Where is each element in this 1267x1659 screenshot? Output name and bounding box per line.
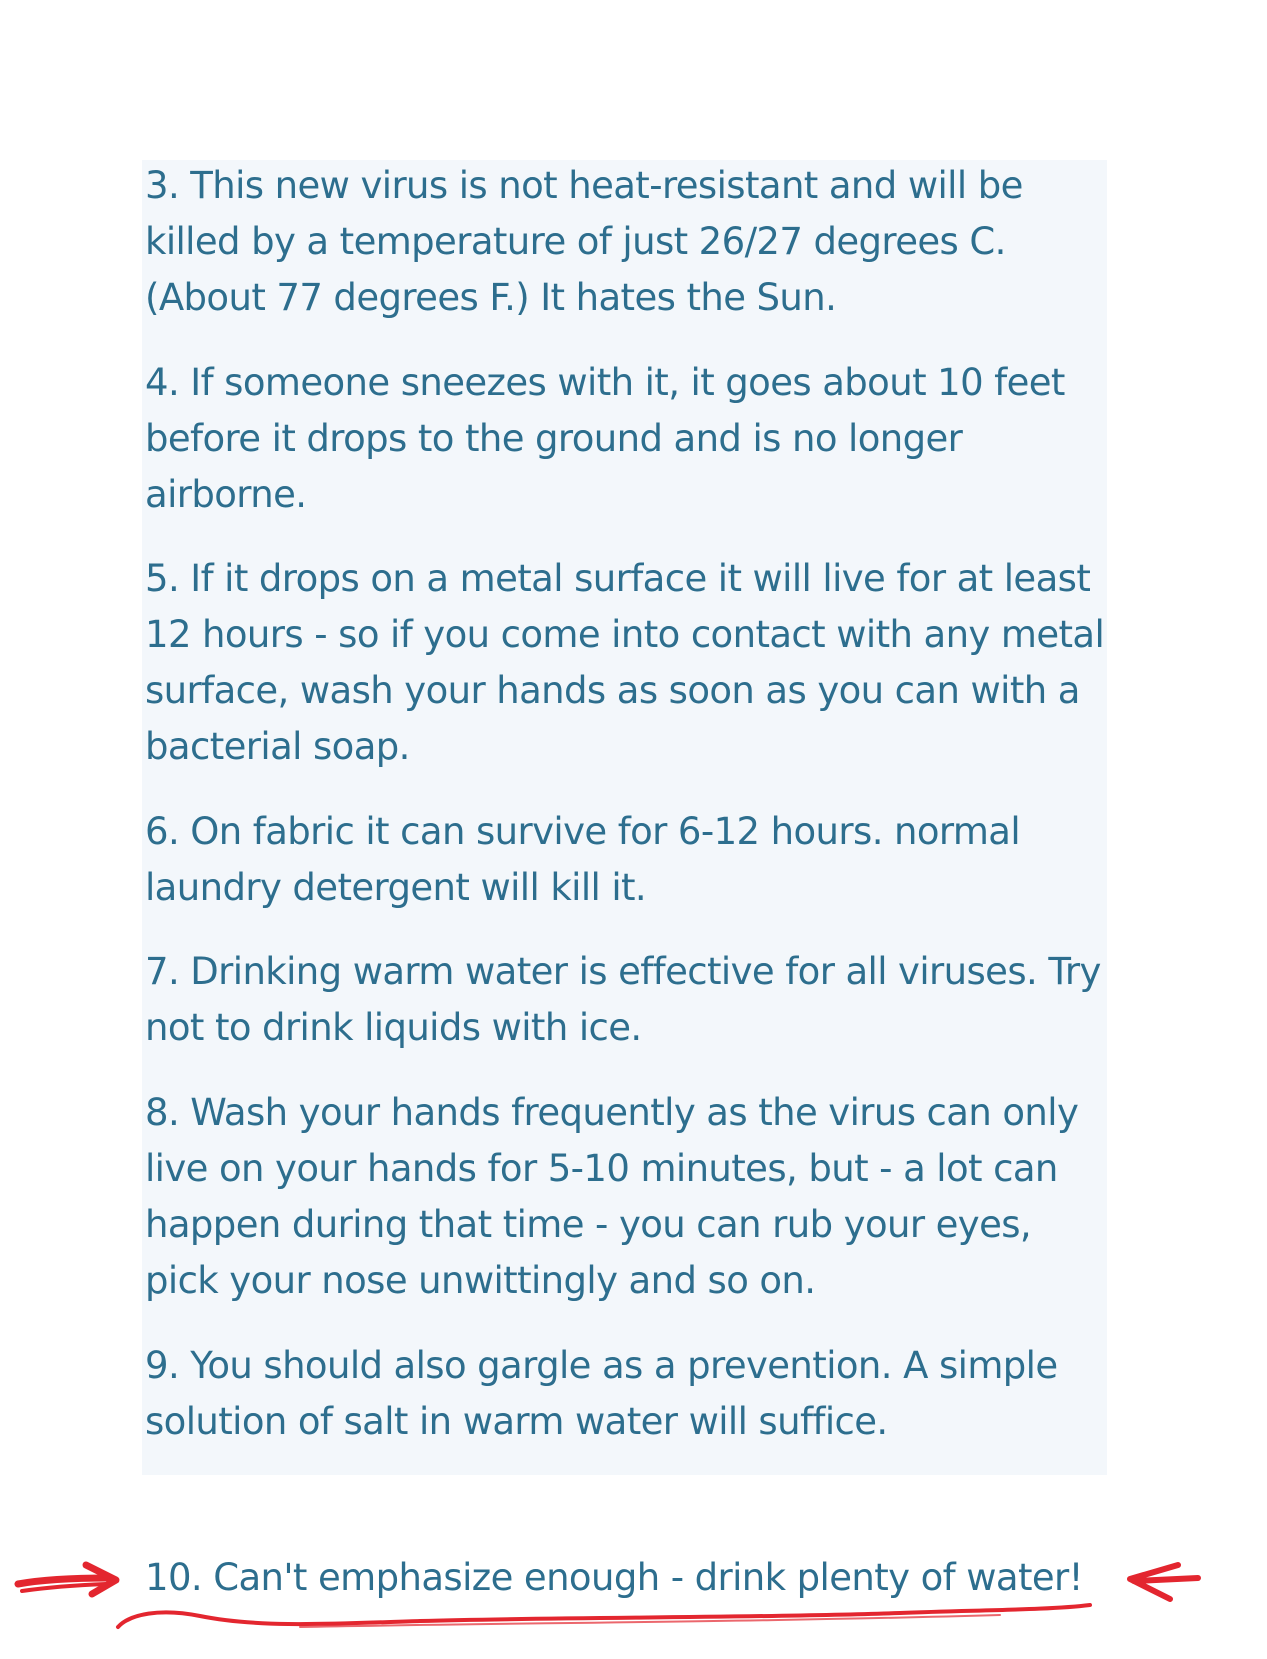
list-item-9: 9. You should also gargle as a prevention. A simple solution of salt in warm water will suffice. <box>145 1344 1058 1443</box>
list-item-10: 10. Can't emphasize enough - drink plenty of water! <box>145 1556 1083 1599</box>
left-arrow-icon <box>1130 1565 1198 1599</box>
list-item-3: 3. This new virus is not heat-resistant and will be killed by a temperature of just 26/27 degrees C. (About 77 degrees F.) It hates the Sun. <box>145 164 1023 319</box>
list-item-5: 5. If it drops on a metal surface it will live for at least 12 hours - so if you come into contact with any metal surface, wash your hands as soon as you can with a bacterial soap. <box>145 557 1105 768</box>
list-item-4: 4. If someone sneezes with it, it goes about 10 feet before it drops to the ground and is no longer airborne. <box>145 361 1065 516</box>
list-item-7: 7. Drinking warm water is effective for all viruses. Try not to drink liquids with ice. <box>145 950 1101 1049</box>
list-item-6: 6. On fabric it can survive for 6-12 hours. normal laundry detergent will kill it. <box>145 810 1021 909</box>
list-item-8: 8. Wash your hands frequently as the virus can only live on your hands for 5-10 minutes, but - a lot can happen during that time - you can rub your eyes, pick your nose unwittingly and so on. <box>145 1091 1079 1302</box>
underline-stroke <box>118 1605 1090 1627</box>
right-arrow-icon <box>18 1565 116 1594</box>
